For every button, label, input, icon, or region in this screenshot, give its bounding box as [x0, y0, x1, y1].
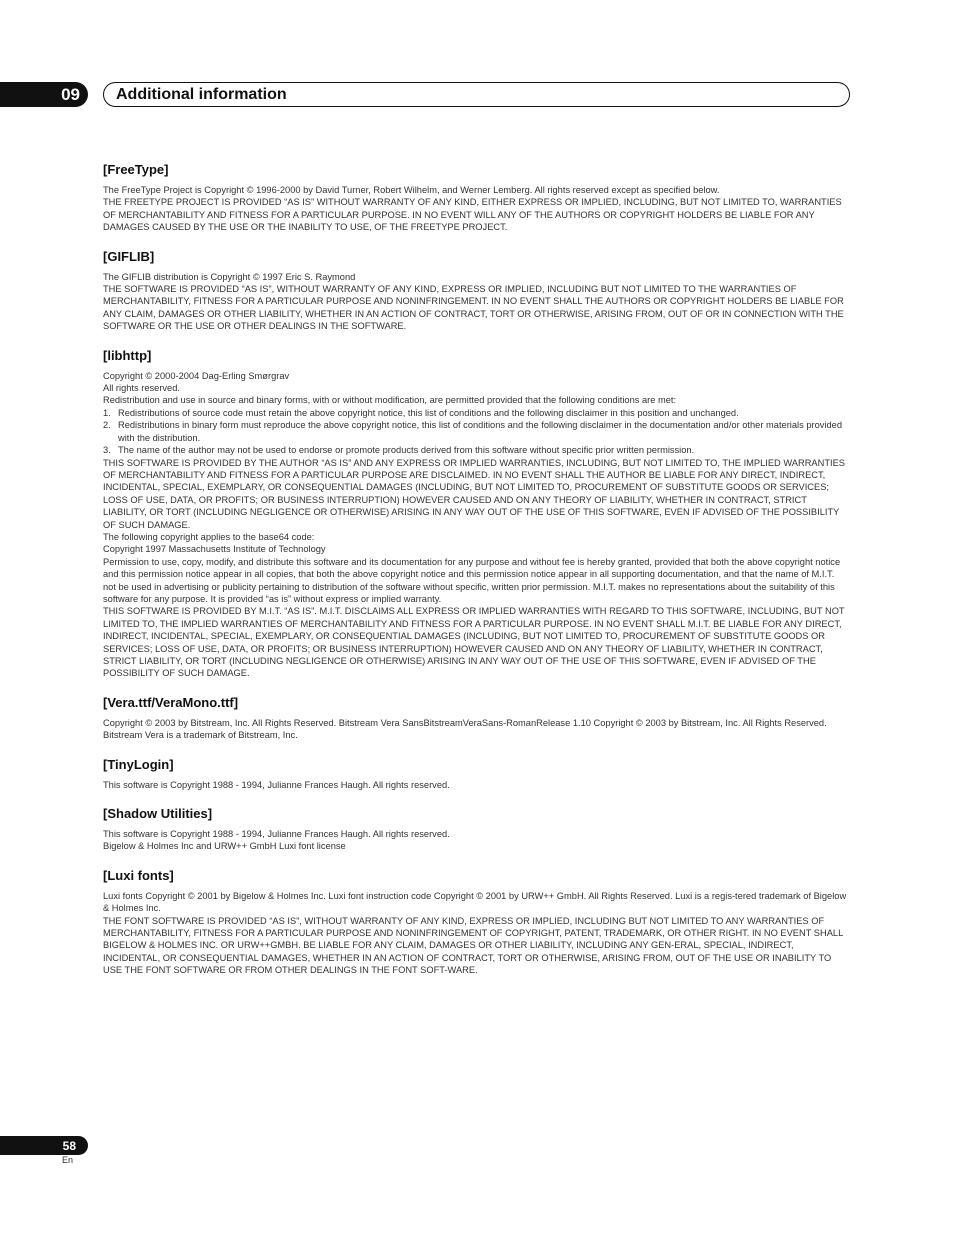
section-freetype — [103, 162, 849, 234]
list-item-number: 1. — [103, 407, 111, 418]
list-item — [103, 444, 849, 456]
list-item-text: Redistributions in binary form must reproduce the above copyright notice, this list of conditions and the following disclaimer in the documentation and/or other materials provided with the distribution. — [118, 420, 842, 443]
section-libhttp — [103, 348, 849, 680]
section-heading: [Vera.ttf/VeraMono.ttf] — [103, 694, 239, 710]
section-heading: [TinyLogin] — [103, 756, 174, 772]
body-line: This software is Copyright 1988 - 1994, Julianne Frances Haugh. All rights reserved. — [103, 829, 450, 840]
section-vera — [103, 695, 849, 742]
body-line: THIS SOFTWARE IS PROVIDED BY M.I.T. “AS IS”. M.I.T. DISCLAIMS ALL EXPRESS OR IMPLIED WARRANTIES WITH REGARD TO THIS SOFTWARE, INCLUDING, BUT NOT LIMITED TO, THE IMPLIED WARRANTIES OF MERCHANTABILITY AND FITNESS FOR A PARTICULAR PURPOSE. IN NO EVENT SHALL M.I.T. BE LIABLE FOR ANY DIRECT, INDIRECT, INCIDENTAL, SPECIAL, EXEMPLARY, OR CONSEQUENTIAL DAMAGES (INCLUDING, BUT NOT LIMITED TO, PROCUREMENT OF SUBSTITUTE GOODS OR SERVICES; LOSS OF USE, DATA, OR PROFITS; OR BUSINESS INTERRUPTION) HOWEVER CAUSED AND ON ANY THEORY OF LIABILITY, WHETHER IN CONTRACT, STRICT LIABILITY, OR TORT (INCLUDING NEGLIGENCE OR OTHERWISE) ARISING IN ANY WAY OUT OF THE USE OF THIS SOFTWARE, EVEN IF ADVISED OF THE POSSIBILITY OF SUCH DAMAGE. — [103, 606, 845, 679]
section-tinylogin — [103, 757, 849, 791]
body-line: Copyright 1997 Massachusetts Institute of Technology — [103, 544, 326, 555]
section-giflib — [103, 249, 849, 333]
body-line: The GIFLIB distribution is Copyright © 1997 Eric S. Raymond — [103, 271, 356, 282]
section-heading: [Shadow Utilities] — [103, 806, 213, 822]
body-line: THE FREETYPE PROJECT IS PROVIDED “AS IS” WITHOUT WARRANTY OF ANY KIND, EITHER EXPRESS OR IMPLIED, INCLUDING, BUT NOT LIMITED TO, WARRANTIES OF MERCHANTABILITY AND FITNESS FOR A PARTICULAR PURPOSE. IN NO EVENT WILL ANY OF THE AUTHORS OR COPYRIGHT HOLDERS BE LIABLE FOR ANY DAMAGES CAUSED BY THE USE OR THE INABILITY TO USE, OF THE FREETYPE PROJECT. — [103, 197, 842, 233]
body-line: All rights reserved. — [103, 383, 180, 394]
body-line: The FreeType Project is Copyright © 1996-2000 by David Turner, Robert Wilhelm, and Werner Lemberg. All rights reserved except as specified below. — [103, 185, 720, 195]
license-content — [103, 162, 849, 977]
list-item-text: Redistributions of source code must retain the above copyright notice, this list of conditions and the following disclaimer in this position and unchanged. — [118, 407, 739, 418]
body-line: Bigelow & Holmes Inc and URW++ GmbH Luxi font license — [103, 841, 346, 852]
section-heading: [GIFLIB] — [103, 248, 155, 264]
body-line: This software is Copyright 1988 - 1994, Julianne Frances Haugh. All rights reserved. — [103, 779, 450, 790]
section-body — [103, 828, 849, 853]
section-luxi-fonts — [103, 868, 849, 977]
chapter-title: Additional information — [116, 85, 287, 103]
body-line: Copyright © 2003 by Bitstream, Inc. All Rights Reserved. Bitstream Vera SansBitstreamVeraSans-RomanRelease 1.10 Copyright © 2003 by Bitstream, Inc. All Rights Reserved. Bitstream Vera is a trademark of Bitstream, Inc. — [103, 717, 827, 741]
section-heading: [FreeType] — [103, 162, 169, 177]
section-body — [103, 779, 849, 791]
body-line: THE FONT SOFTWARE IS PROVIDED “AS IS”, WITHOUT WARRANTY OF ANY KIND, EXPRESS OR IMPLIED, INCLUDING BUT NOT LIMITED TO ANY WARRANTIES OF MERCHANTABILITY, FITNESS FOR A PARTICULAR PURPOSE AND NONINFRINGEMENT OF COPYRIGHT, PATENT, TRADEMARK, OR OTHER RIGHT. IN NO EVENT SHALL BIGELOW & HOLMES INC. OR URW++GMBH. BE LIABLE FOR ANY CLAIM, DAMAGES OR OTHER LIABILITY, INCLUDING ANY GEN-ERAL, SPECIAL, INDIRECT, INCIDENTAL, OR CONSEQUENTIAL DAMAGES, WHETHER IN AN ACTION OF CONTRACT, TORT OR OTHERWISE, ARISING FROM, OUT OF THE USE OR INABILITY TO USE THE FONT SOFTWARE OR FROM OTHER DEALINGS IN THE FONT SOFT-WARE. — [103, 915, 843, 976]
section-body — [103, 184, 849, 234]
section-body — [103, 717, 849, 742]
body-line: Copyright © 2000-2004 Dag-Erling Smørgrav — [103, 370, 290, 381]
section-shadow-utilities — [103, 806, 849, 853]
body-line: Permission to use, copy, modify, and distribute this software and its documentation for any purpose and without fee is hereby granted, provided that both the above copyright notice and this permission notice appear in all copies, that both the above copyright notice and this permission notice appear in all supporting documentation, and that the name of M.I.T. not be used in advertising or publicity pertaining to distribution of the software without specific, written prior permission. M.I.T. makes no representations about the suitability of this software for any purpose. It is provided “as is” without express or implied warranty. — [103, 556, 841, 604]
body-line: Luxi fonts Copyright © 2001 by Bigelow & Holmes Inc. Luxi font instruction code Copyright © 2001 by URW++ GmbH. All Rights Reserved. Luxi is a regis-tered trademark of Bigelow & Holmes Inc. — [103, 890, 847, 914]
section-heading: [Luxi fonts] — [103, 867, 174, 883]
section-body — [103, 370, 849, 680]
section-body — [103, 271, 849, 333]
list-item-number: 2. — [103, 420, 111, 431]
list-item — [103, 407, 849, 419]
body-line: THE SOFTWARE IS PROVIDED “AS IS”, WITHOUT WARRANTY OF ANY KIND, EXPRESS OR IMPLIED, INCLUDING BUT NOT LIMITED TO THE WARRANTIES OF MERCHANTABILITY, FITNESS FOR A PARTICULAR PURPOSE AND NONINFRINGEMENT. IN NO EVENT SHALL THE AUTHORS OR COPYRIGHT HOLDERS BE LIABLE FOR ANY CLAIM, DAMAGES OR OTHER LIABILITY, WHETHER IN AN ACTION OF CONTRACT, TORT OR OTHERWISE, ARISING FROM, OUT OF OR IN CONNECTION WITH THE SOFTWARE OR THE USE OR OTHER DEALINGS IN THE SOFTWARE. — [103, 284, 844, 332]
chapter-number-tab: 09 — [0, 82, 88, 107]
section-heading: [libhttp] — [103, 347, 152, 363]
list-item — [103, 419, 849, 444]
language-label: En — [62, 1155, 74, 1165]
list-item-text: The name of the author may not be used to endorse or promote products derived from this software without specific prior written permission. — [118, 445, 695, 456]
section-body — [103, 890, 849, 977]
chapter-header — [103, 82, 850, 107]
body-line: The following copyright applies to the base64 code: — [103, 531, 315, 542]
body-line: THIS SOFTWARE IS PROVIDED BY THE AUTHOR “AS IS” AND ANY EXPRESS OR IMPLIED WARRANTIES, INCLUDING, BUT NOT LIMITED TO, THE IMPLIED WARRANTIES OF MERCHANTABILITY AND FITNESS FOR A PARTICULAR PURPOSE ARE DISCLAIMED. IN NO EVENT SHALL THE AUTHOR BE LIABLE FOR ANY DIRECT, INDIRECT, INCIDENTAL, SPECIAL, EXEMPLARY, OR CONSEQUENTIAL DAMAGES (INCLUDING, BUT NOT LIMITED TO, PROCUREMENT OF SUBSTITUTE GOODS OR SERVICES; LOSS OF USE, DATA, OR PROFITS; OR BUSINESS INTERRUPTION) HOWEVER CAUSED AND ON ANY THEORY OF LIABILITY, WHETHER IN CONTRACT, STRICT LIABILITY, OR TORT (INCLUDING NEGLIGENCE OR OTHERWISE) ARISING IN ANY WAY OUT OF THE USE OF THIS SOFTWARE, EVEN IF ADVISED OF THE POSSIBILITY OF SUCH DAMAGE. — [103, 457, 845, 530]
list-item-number: 3. — [103, 445, 111, 456]
body-line: Redistribution and use in source and binary forms, with or without modification, are permitted provided that the following conditions are met: — [103, 395, 677, 406]
conditions-list — [103, 407, 849, 457]
page-number-tab: 58 — [0, 1136, 88, 1155]
